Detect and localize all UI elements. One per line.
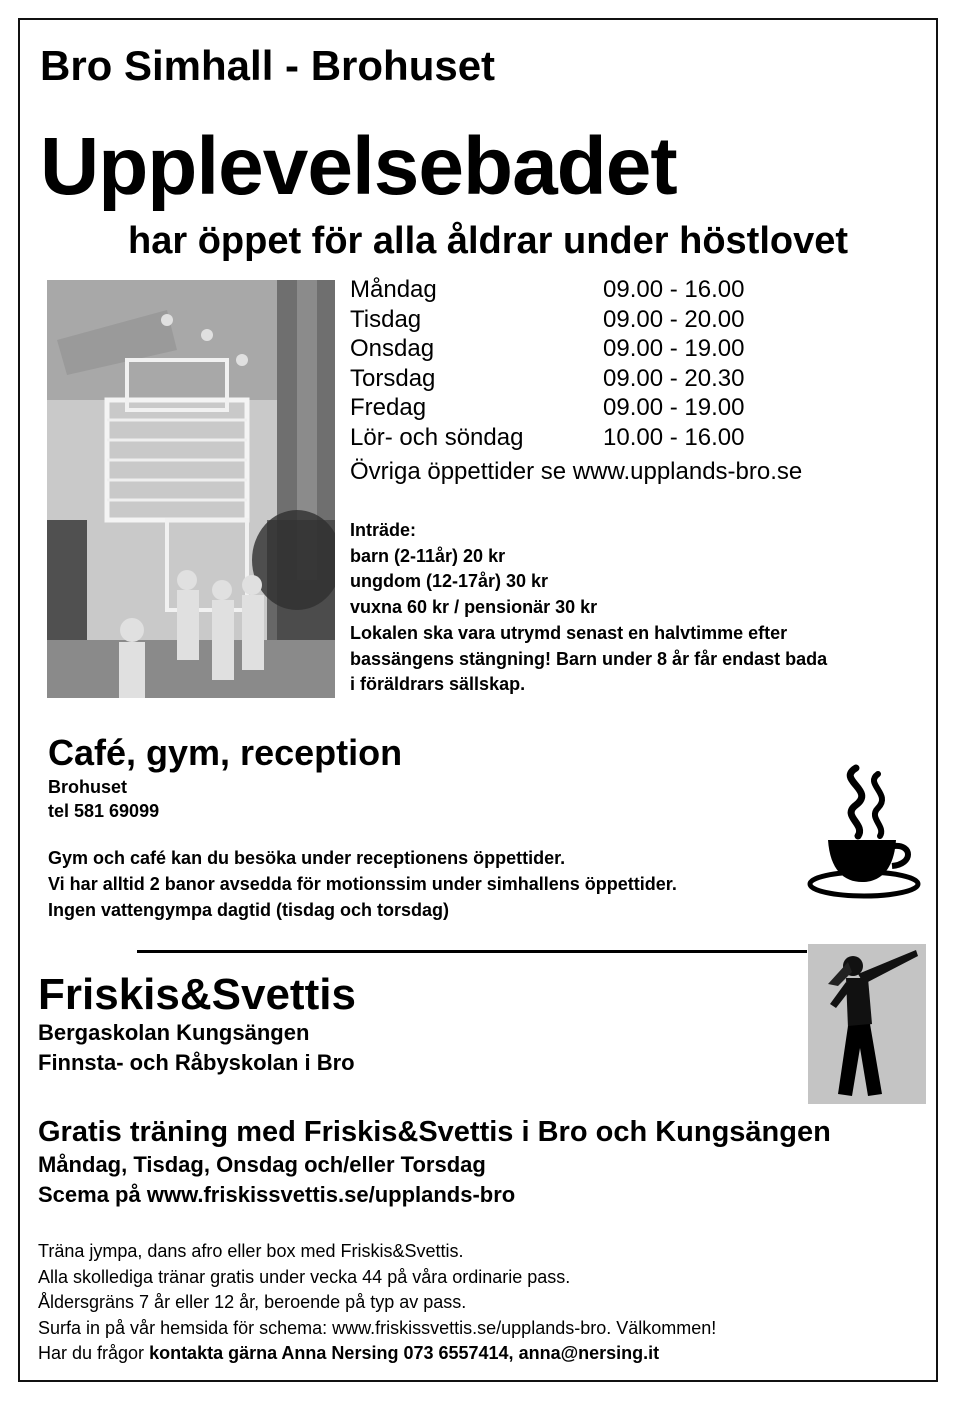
cafe-phone: tel 581 69099 (48, 801, 160, 821)
dancer-image (808, 944, 926, 1104)
hours-row: Tisdag 09.00 - 20.00 (350, 305, 745, 333)
subtitle: har öppet för alla åldrar under höstlovet (128, 220, 849, 262)
friskis-location: Finnsta- och Råbyskolan i Bro (38, 1050, 355, 1075)
footer-line: Alla skollediga tränar gratis under vecka 44 på våra ordinarie pass. (38, 1266, 571, 1287)
admission-line: i föräldrars sällskap. (350, 674, 526, 695)
cafe-title: Café, gym, reception (48, 732, 403, 773)
page-title: Upplevelsebadet (40, 121, 677, 212)
section-divider (137, 950, 807, 953)
footer-line: Träna jympa, dans afro eller box med Friskis&Svettis. (38, 1241, 464, 1261)
admission-line: bassängens stängning! Barn under 8 år får endast bada (350, 648, 828, 669)
contact-details[interactable]: kontakta gärna Anna Nersing 073 6557414, anna@nersing.it (149, 1343, 660, 1363)
footer-line: Surfa in på vår hemsida för schema: www.friskissvettis.se/upplands-bro. Välkommen! (38, 1317, 717, 1338)
admission-info (350, 518, 920, 698)
cafe-place: Brohuset (48, 777, 128, 797)
cafe-info-line: Gym och café kan du besöka under receptionens öppettider. (48, 848, 566, 868)
admission-line: vuxna 60 kr / pensionär 30 kr (350, 597, 598, 618)
admission-line: Lokalen ska vara utrymd senast en halvtimme efter (350, 622, 788, 643)
admission-heading: Inträde: (350, 520, 417, 540)
friskis-location: Bergaskolan Kungsängen (38, 1020, 310, 1045)
hours-row: Måndag 09.00 - 16.00 (350, 276, 745, 303)
venue-title: Bro Simhall - Brohuset (40, 42, 496, 89)
other-hours-note: Övriga öppettider se www.upplands-bro.se (350, 458, 803, 485)
hours-row: Onsdag 09.00 - 19.00 (350, 335, 745, 362)
coffee-cup-icon (806, 760, 926, 900)
hours-row: Fredag 09.00 - 19.00 (350, 394, 745, 421)
friskis-title: Friskis&Svettis (38, 970, 356, 1019)
training-days: Måndag, Tisdag, Onsdag och/eller Torsdag (38, 1152, 486, 1177)
opening-hours (350, 275, 770, 452)
footer-line: Åldersgräns 7 år eller 12 år, beroende på typ av pass. (38, 1292, 467, 1312)
pool-photo (47, 280, 335, 698)
cafe-info-line: Vi har alltid 2 banor avsedda för motionssim under simhallens öppettider. (48, 874, 677, 894)
hours-row: Lör- och söndag 10.00 - 16.00 (350, 423, 745, 451)
schedule-link[interactable]: Scema på www.friskissvettis.se/upplands-bro (38, 1182, 516, 1207)
admission-line: barn (2-11år) 20 kr (350, 545, 506, 566)
contact-line: Har du frågor kontakta gärna Anna Nersing 073 6557414, anna@nersing.it (38, 1343, 660, 1363)
admission-line: ungdom (12-17år) 30 kr (350, 571, 549, 592)
cafe-info-line: Ingen vattengympa dagtid (tisdag och torsdag) (48, 900, 450, 920)
hours-row: Torsdag 09.00 - 20.30 (350, 364, 745, 392)
footer-info (38, 1239, 716, 1367)
free-training-title: Gratis träning med Friskis&Svettis i Bro och Kungsängen (38, 1116, 831, 1148)
